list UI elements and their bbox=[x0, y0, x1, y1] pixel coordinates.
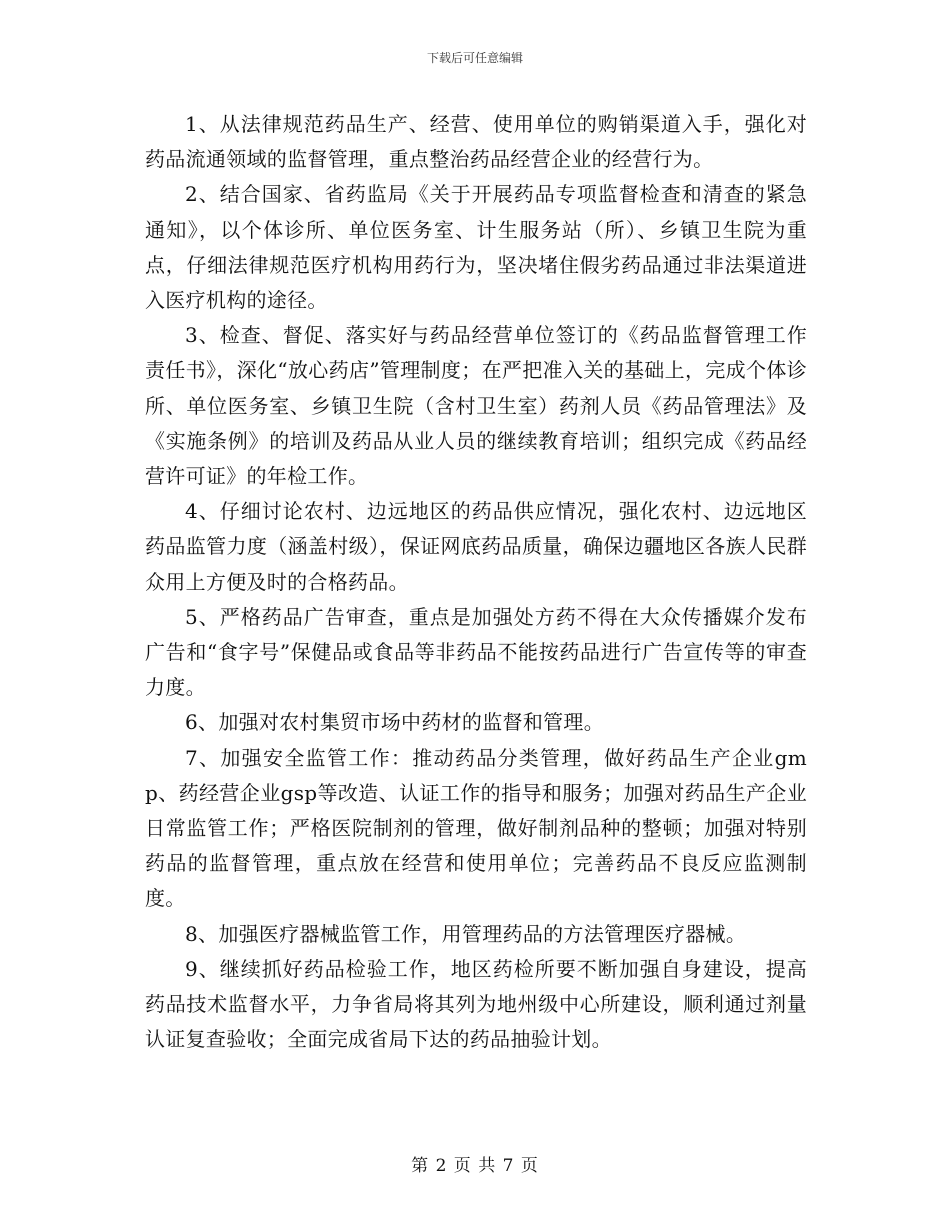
page-number-footer: 第 2 页 共 7 页 bbox=[411, 1156, 539, 1176]
paragraph-item-8: 8、加强医疗器械监管工作，用管理药品的方法管理医疗器械。 bbox=[185, 921, 747, 946]
paragraph-item-7: 7、加强安全监管工作：推动药品分类管理，做好药品生产企业gmp、药经营企业gsp等改造、认证工作的指导和服务；加强对药品生产企业日常监管工作；严格医院制剂的管理，做好制剂品种的整顿；加强对特别药品的监督管理，重点放在经营和使用单位；完善药品不良反应监测制度。 bbox=[145, 745, 807, 911]
paragraph-item-6: 6、加强对农村集贸市场中药材的监督和管理。 bbox=[185, 710, 605, 735]
paragraph-item-9: 9、继续抓好药品检验工作，地区药检所要不断加强自身建设，提高药品技术监督水平，力争省局将其列为地州级中心所建设，顺利通过剂量认证复查验收；全面完成省局下达的药品抽验计划。 bbox=[145, 956, 807, 1052]
paragraph-item-1: 1、从法律规范药品生产、经营、使用单位的购销渠道入手，强化对药品流通领域的监督管理，重点整治药品经营企业的经营行为。 bbox=[145, 112, 807, 172]
paragraph-item-3: 3、检查、督促、落实好与药品经营单位签订的《药品监督管理工作责任书》，深化“放心药店”管理制度；在严把准入关的基础上，完成个体诊所、单位医务室、乡镇卫生院（含村卫生室）药剂人员《药品管理法》及《实施条例》的培训及药品从业人员的继续教育培训；组织完成《药品经营许可证》的年检工作。 bbox=[145, 323, 807, 489]
paragraph-item-4: 4、仔细讨论农村、边远地区的药品供应情况，强化农村、边远地区药品监管力度（涵盖村级），保证网底药品质量，确保边疆地区各族人民群众用上方便及时的合格药品。 bbox=[145, 499, 807, 594]
paragraph-item-2: 2、结合国家、省药监局《关于开展药品专项监督检查和清查的紧急通知》，以个体诊所、单位医务室、计生服务站（所）、乡镇卫生院为重点，仔细法律规范医疗机构用药行为，坚决堵住假劣药品通过非法渠道进入医疗机构的途径。 bbox=[145, 182, 807, 313]
paragraph-item-5: 5、严格药品广告审查，重点是加强处方药不得在大众传播媒介发布广告和“食字号”保健品或食品等非药品不能按药品进行广告宣传等的审查力度。 bbox=[145, 604, 807, 700]
page-header-note: 下载后可任意编辑 bbox=[426, 51, 523, 65]
document-body bbox=[145, 107, 807, 1057]
